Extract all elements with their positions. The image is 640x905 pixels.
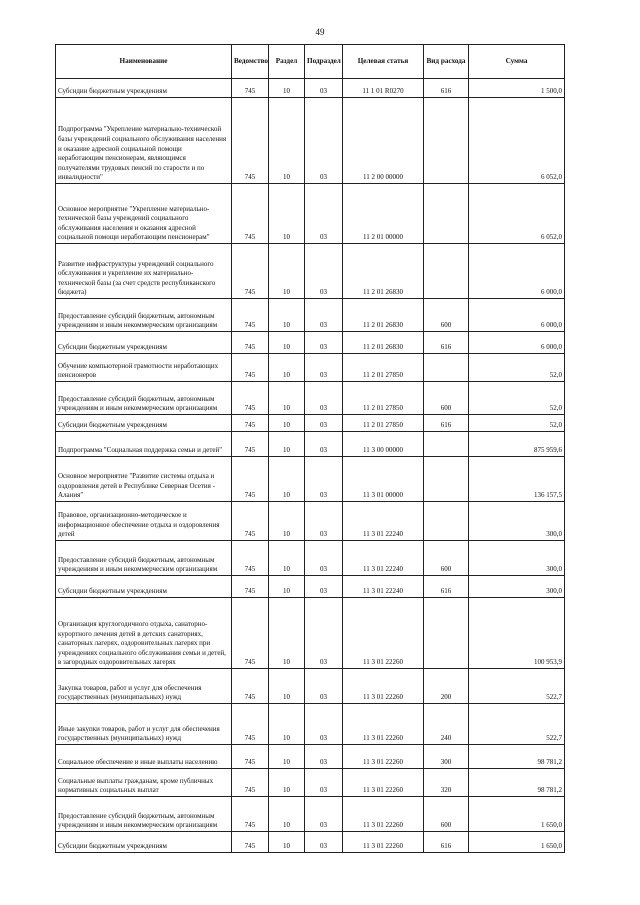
- cell-subsection: 03: [305, 541, 343, 576]
- cell-target: 11 2 01 27850: [343, 415, 424, 432]
- cell-section: 10: [269, 244, 305, 299]
- header-row: [56, 45, 565, 79]
- cell-name: Субсидии бюджетным учреждениям: [56, 79, 232, 98]
- cell-dept: 745: [232, 244, 269, 299]
- table-row: [56, 299, 565, 332]
- cell-target: 11 2 01 26830: [343, 299, 424, 332]
- cell-name: Организация круглогодичного отдыха, санаторно-курортного лечения детей в детских санаториях, санаторных лагерях, оздоровительных лагерях при учреждениях социального обслуживания семьи и детей, в загородных оздоровительных лагерях: [56, 598, 232, 669]
- cell-sum: 98 781,2: [469, 745, 565, 769]
- cell-section: 10: [269, 432, 305, 457]
- cell-subsection: 03: [305, 79, 343, 98]
- cell-target: 11 3 01 22240: [343, 502, 424, 541]
- cell-sum: 300,0: [469, 541, 565, 576]
- cell-subsection: 03: [305, 184, 343, 244]
- cell-type: 616: [424, 79, 469, 98]
- cell-section: 10: [269, 797, 305, 832]
- cell-dept: 745: [232, 832, 269, 853]
- table-row: [56, 502, 565, 541]
- cell-section: 10: [269, 354, 305, 382]
- table-row: [56, 832, 565, 853]
- cell-dept: 745: [232, 745, 269, 769]
- cell-type: 600: [424, 797, 469, 832]
- cell-sum: 6 000,0: [469, 299, 565, 332]
- cell-subsection: 03: [305, 432, 343, 457]
- cell-type: 616: [424, 332, 469, 354]
- cell-dept: 745: [232, 502, 269, 541]
- cell-target: 11 1 01 R0270: [343, 79, 424, 98]
- cell-type: 320: [424, 769, 469, 797]
- table-row: [56, 432, 565, 457]
- page-number: 49: [315, 27, 325, 37]
- cell-section: 10: [269, 832, 305, 853]
- cell-subsection: 03: [305, 598, 343, 669]
- cell-section: 10: [269, 745, 305, 769]
- cell-subsection: 03: [305, 502, 343, 541]
- cell-section: 10: [269, 502, 305, 541]
- table-row: [56, 354, 565, 382]
- cell-type: [424, 244, 469, 299]
- cell-type: 300: [424, 745, 469, 769]
- table-row: [56, 576, 565, 598]
- table-row: [56, 541, 565, 576]
- header-dept: Ведомство: [232, 45, 269, 79]
- cell-section: 10: [269, 415, 305, 432]
- cell-dept: 745: [232, 184, 269, 244]
- cell-subsection: 03: [305, 332, 343, 354]
- cell-name: Иные закупки товаров, работ и услуг для обеспечения государственных (муниципальных) нужд: [56, 704, 232, 745]
- cell-section: 10: [269, 598, 305, 669]
- cell-target: 11 2 00 00000: [343, 98, 424, 184]
- cell-dept: 745: [232, 769, 269, 797]
- cell-subsection: 03: [305, 98, 343, 184]
- cell-section: 10: [269, 184, 305, 244]
- cell-name: Подпрограмма "Укрепление материально-технической базы учреждений социального обслуживания населения и оказание адресной социальной помощи неработающим пенсионерам, являющимся получателями трудовых пенсий по старости и по инвалидности": [56, 98, 232, 184]
- cell-sum: 6 052,0: [469, 98, 565, 184]
- table-row: [56, 745, 565, 769]
- cell-target: 11 3 01 22260: [343, 598, 424, 669]
- cell-dept: 745: [232, 332, 269, 354]
- cell-sum: 1 650,0: [469, 797, 565, 832]
- cell-type: [424, 98, 469, 184]
- cell-name: Социальные выплаты гражданам, кроме публичных нормативных социальных выплат: [56, 769, 232, 797]
- cell-section: 10: [269, 79, 305, 98]
- header-name: Наименование: [56, 45, 232, 79]
- table-row: [56, 704, 565, 745]
- cell-name: Субсидии бюджетным учреждениям: [56, 576, 232, 598]
- cell-target: 11 3 01 22260: [343, 669, 424, 704]
- cell-subsection: 03: [305, 576, 343, 598]
- cell-dept: 745: [232, 382, 269, 415]
- cell-type: [424, 184, 469, 244]
- cell-section: 10: [269, 704, 305, 745]
- table-row: [56, 669, 565, 704]
- header-sum: Сумма: [469, 45, 565, 79]
- cell-subsection: 03: [305, 354, 343, 382]
- cell-sum: 522,7: [469, 669, 565, 704]
- cell-type: 616: [424, 576, 469, 598]
- cell-type: 600: [424, 299, 469, 332]
- cell-type: 240: [424, 704, 469, 745]
- cell-subsection: 03: [305, 704, 343, 745]
- cell-sum: 522,7: [469, 704, 565, 745]
- cell-section: 10: [269, 541, 305, 576]
- cell-target: 11 3 01 22260: [343, 745, 424, 769]
- cell-subsection: 03: [305, 797, 343, 832]
- cell-sum: 875 959,6: [469, 432, 565, 457]
- cell-name: Субсидии бюджетным учреждениям: [56, 832, 232, 853]
- cell-target: 11 2 01 27850: [343, 382, 424, 415]
- header-subsection: Подраздел: [305, 45, 343, 79]
- cell-name: Субсидии бюджетным учреждениям: [56, 332, 232, 354]
- cell-target: 11 2 01 26830: [343, 332, 424, 354]
- table-row: [56, 797, 565, 832]
- cell-name: Обучение компьютерной грамотности неработающих пенсионеров: [56, 354, 232, 382]
- cell-sum: 52,0: [469, 354, 565, 382]
- cell-section: 10: [269, 576, 305, 598]
- cell-subsection: 03: [305, 669, 343, 704]
- cell-sum: 52,0: [469, 415, 565, 432]
- cell-section: 10: [269, 98, 305, 184]
- cell-name: Социальное обеспечение и иные выплаты населению: [56, 745, 232, 769]
- header-expense-type: Вид расхода: [424, 45, 469, 79]
- cell-subsection: 03: [305, 745, 343, 769]
- cell-dept: 745: [232, 98, 269, 184]
- cell-type: 200: [424, 669, 469, 704]
- cell-type: [424, 432, 469, 457]
- cell-dept: 745: [232, 79, 269, 98]
- cell-dept: 745: [232, 541, 269, 576]
- cell-dept: 745: [232, 457, 269, 502]
- header-target: Целевая статья: [343, 45, 424, 79]
- cell-name: Правовое, организационно-методическое и информационное обеспечение отдыха и оздоровления детей: [56, 502, 232, 541]
- cell-subsection: 03: [305, 244, 343, 299]
- cell-subsection: 03: [305, 299, 343, 332]
- cell-target: 11 3 01 22260: [343, 832, 424, 853]
- table-row: [56, 184, 565, 244]
- budget-table: [55, 44, 565, 853]
- cell-target: 11 3 01 00000: [343, 457, 424, 502]
- cell-dept: 745: [232, 354, 269, 382]
- cell-type: 600: [424, 541, 469, 576]
- cell-dept: 745: [232, 797, 269, 832]
- cell-name: Предоставление субсидий бюджетным, автономным учреждениям и иным некоммерческим организациям: [56, 382, 232, 415]
- cell-target: 11 3 00 00000: [343, 432, 424, 457]
- cell-subsection: 03: [305, 457, 343, 502]
- header-section: Раздел: [269, 45, 305, 79]
- cell-sum: 1 650,0: [469, 832, 565, 853]
- cell-target: 11 2 01 00000: [343, 184, 424, 244]
- cell-type: [424, 502, 469, 541]
- cell-section: 10: [269, 769, 305, 797]
- cell-name: Предоставление субсидий бюджетным, автономным учреждениям и иным некоммерческим организациям: [56, 541, 232, 576]
- cell-name: Основное мероприятие "Укрепление материально-технической базы учреждений социального обслуживания населения и оказания адресной социальной помощи неработающим пенсионерам": [56, 184, 232, 244]
- cell-sum: 6 000,0: [469, 332, 565, 354]
- cell-section: 10: [269, 332, 305, 354]
- cell-target: 11 3 01 22260: [343, 797, 424, 832]
- cell-name: Предоставление субсидий бюджетным, автономным учреждениям и иным некоммерческим организациям: [56, 299, 232, 332]
- table-row: [56, 769, 565, 797]
- cell-sum: 300,0: [469, 502, 565, 541]
- cell-sum: 136 157,5: [469, 457, 565, 502]
- cell-subsection: 03: [305, 769, 343, 797]
- cell-sum: 98 781,2: [469, 769, 565, 797]
- cell-subsection: 03: [305, 382, 343, 415]
- cell-section: 10: [269, 299, 305, 332]
- cell-type: [424, 457, 469, 502]
- table-row: [56, 244, 565, 299]
- cell-target: 11 3 01 22240: [343, 541, 424, 576]
- cell-section: 10: [269, 382, 305, 415]
- cell-subsection: 03: [305, 832, 343, 853]
- cell-subsection: 03: [305, 415, 343, 432]
- cell-name: Развитие инфраструктуры учреждений социального обслуживания и укрепление их материально-технической базы (за счет средств республиканского бюджета): [56, 244, 232, 299]
- cell-name: Основное мероприятие "Развитие системы отдыха и оздоровления детей в Республике Северная Осетия - Алания": [56, 457, 232, 502]
- table-row: [56, 598, 565, 669]
- cell-sum: 1 500,0: [469, 79, 565, 98]
- cell-dept: 745: [232, 704, 269, 745]
- cell-dept: 745: [232, 415, 269, 432]
- cell-name: Предоставление субсидий бюджетным, автономным учреждениям и иным некоммерческим организациям: [56, 797, 232, 832]
- cell-type: 600: [424, 382, 469, 415]
- cell-section: 10: [269, 669, 305, 704]
- cell-target: 11 3 01 22260: [343, 769, 424, 797]
- table-row: [56, 415, 565, 432]
- table-row: [56, 98, 565, 184]
- cell-dept: 745: [232, 598, 269, 669]
- cell-type: 616: [424, 832, 469, 853]
- cell-sum: 100 953,9: [469, 598, 565, 669]
- table-row: [56, 382, 565, 415]
- cell-type: 616: [424, 415, 469, 432]
- cell-dept: 745: [232, 669, 269, 704]
- cell-type: [424, 598, 469, 669]
- cell-target: 11 2 01 27850: [343, 354, 424, 382]
- table-row: [56, 332, 565, 354]
- cell-sum: 6 000,0: [469, 244, 565, 299]
- cell-sum: 52,0: [469, 382, 565, 415]
- cell-sum: 6 052,0: [469, 184, 565, 244]
- cell-dept: 745: [232, 576, 269, 598]
- cell-name: Закупка товаров, работ и услуг для обеспечения государственных (муниципальных) нужд: [56, 669, 232, 704]
- table-row: [56, 79, 565, 98]
- cell-type: [424, 354, 469, 382]
- table-row: [56, 457, 565, 502]
- cell-target: 11 3 01 22260: [343, 704, 424, 745]
- cell-target: 11 2 01 26830: [343, 244, 424, 299]
- cell-name: Субсидии бюджетным учреждениям: [56, 415, 232, 432]
- cell-dept: 745: [232, 432, 269, 457]
- cell-name: Подпрограмма "Социальная поддержка семьи и детей": [56, 432, 232, 457]
- cell-section: 10: [269, 457, 305, 502]
- cell-target: 11 3 01 22240: [343, 576, 424, 598]
- cell-sum: 300,0: [469, 576, 565, 598]
- cell-dept: 745: [232, 299, 269, 332]
